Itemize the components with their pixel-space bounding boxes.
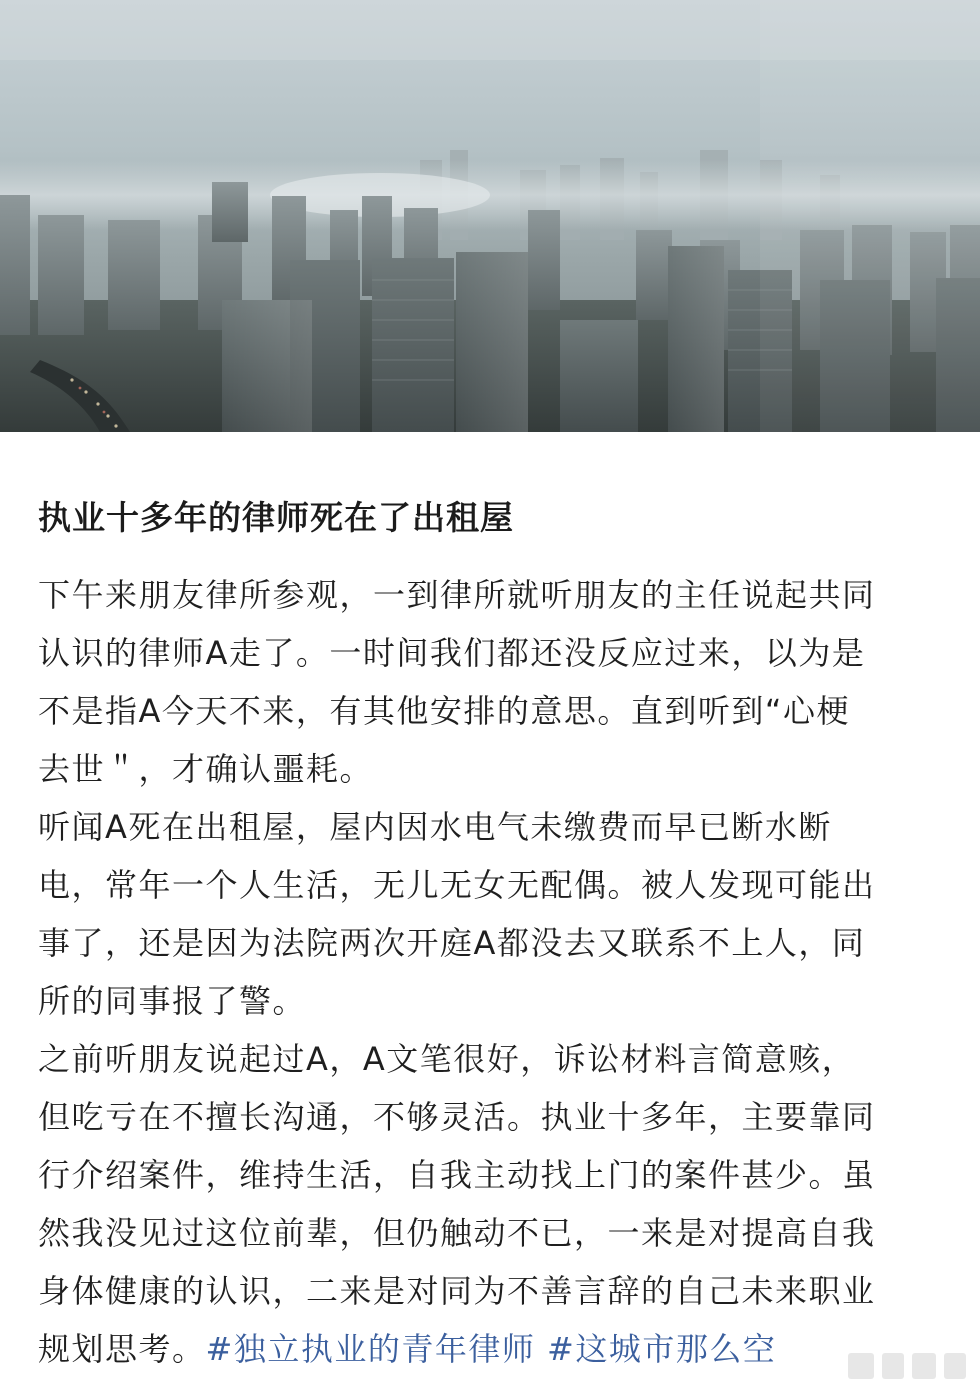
blurred-glyph: [882, 1353, 904, 1379]
foggy-city-skyline-photo: [0, 0, 980, 432]
text-line: 听闻A死在出租屋，屋内因水电气未缴费而早已断水断: [38, 808, 832, 846]
blurred-glyph: [912, 1353, 936, 1379]
article-paragraph-1: [38, 566, 948, 798]
article-paragraph-3: [38, 1030, 948, 1378]
hashtag-link[interactable]: #这城市那么空: [547, 1330, 777, 1368]
text-line: 身体健康的认识，二来是对同为不善言辞的自己未来职业: [38, 1272, 876, 1310]
text-fade-overlay: [808, 1336, 980, 1395]
text-line: 所的同事报了警。: [38, 982, 307, 1020]
text-line: 之前听朋友说起过A，A文笔很好，诉讼材料言简意赅，: [38, 1040, 856, 1078]
text-line: 行介绍案件，维持生活，自我主动找上门的案件甚少。虽: [38, 1156, 876, 1194]
text-line: 但吃亏在不擅长沟通，不够灵活。执业十多年，主要靠同: [38, 1098, 876, 1136]
text-line: 不是指A今天不来，有其他安排的意思。直到听到“心梗: [38, 692, 850, 730]
blurred-glyph: [848, 1353, 874, 1379]
text-line: 去世＂，才确认噩耗。: [38, 750, 374, 788]
blurred-glyph: [944, 1353, 966, 1379]
text-line: 事了，还是因为法院两次开庭A都没去又联系不上人，同: [38, 924, 866, 962]
article-title: 执业十多年的律师死在了出租屋: [38, 498, 514, 537]
text-line: 规划思考。: [38, 1330, 206, 1368]
hero-photo: [0, 0, 980, 432]
text-line: 电，常年一个人生活，无儿无女无配偶。被人发现可能出: [38, 866, 876, 904]
hashtag-link[interactable]: #独立执业的青年律师: [205, 1330, 536, 1368]
text-line: 认识的律师A走了。一时间我们都还没反应过来，以为是: [38, 634, 866, 672]
article-body: [38, 488, 948, 1378]
article-paragraph-2: [38, 798, 948, 1030]
text-line: 然我没见过这位前辈，但仍触动不已，一来是对提高自我: [38, 1214, 876, 1252]
text-line: 下午来朋友律所参观，一到律所就听朋友的主任说起共同: [38, 576, 876, 614]
